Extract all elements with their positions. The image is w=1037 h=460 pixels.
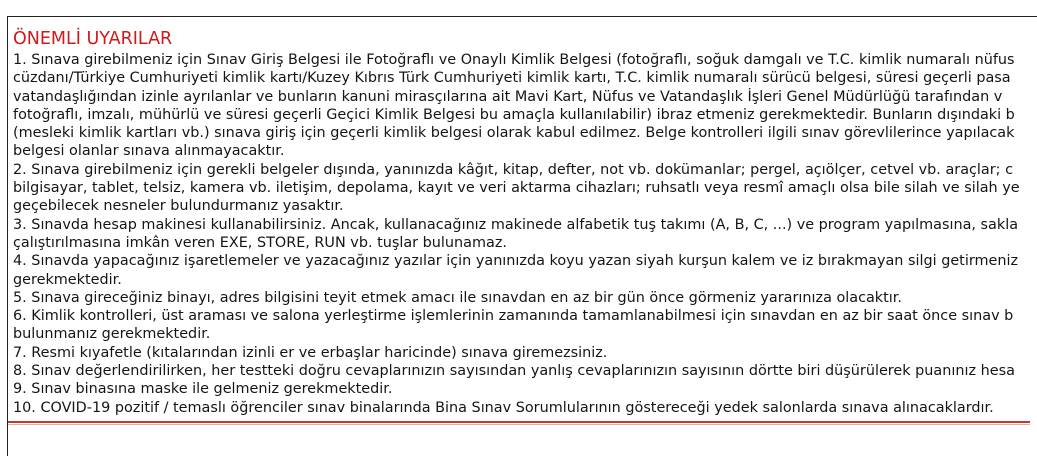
notice-line: 1. Sınava girebilmeniz için Sınav Giriş Belgesi ile Fotoğraflı ve Onaylı Kimlik Belgesi (fotoğraflı, soğuk damgalı ve T.C. kimlik numaralı nüfus	[13, 52, 1015, 68]
notice-line: 7. Resmi kıyafetle (kıtalarından izinli er ve erbaşlar haricinde) sınava giremezsiniz.	[13, 344, 608, 361]
notice-line: 6. Kimlik kontrolleri, üst araması ve salona yerleştirme işlemlerinin zamanında tamamlanabilmesi için sınavdan en az bir saat önce sınav b	[13, 308, 1014, 325]
notice-line: 5. Sınava gireceğiniz binayı, adres bilgisini teyit etmek amacı ile sınavdan en az bir gün önce görmeniz yararınıza olacaktır.	[13, 289, 902, 306]
notice-line: 3. Sınavda hesap makinesi kullanabilirsiniz. Ancak, kullanacağınız makinede alfabetik tuş takımı (A, B, C, ...) ve program yapılmasına, sakla	[13, 216, 1019, 233]
notice-line: 10. COVID-19 pozitif / temaslı öğrenciler sınav binalarında Bina Sınav Sorumlularının göstereceği yedek salonlarda sınava alınacaklardır.	[13, 399, 994, 416]
notice-line: 9. Sınav binasına maske ile gelmeniz gerekmektedir.	[13, 381, 393, 398]
notice-title: ÖNEMLİ UYARILAR	[13, 29, 173, 49]
notice-line: gerekmektedir.	[13, 271, 122, 288]
notice-line: cüzdanı/Türkiye Cumhuriyeti kimlik kartı/Kuzey Kıbrıs Türk Cumhuriyeti kimlik kartı, T.C. kimlik numaralı sürücü belgesi, süresi geçerli pasa	[13, 70, 1011, 87]
notice-line: belgesi olanlar sınava alınmayacaktır.	[13, 143, 285, 160]
notice-line: geçebilecek nesneler bulundurmanız yasaktır.	[13, 198, 344, 215]
notice-line: 4. Sınavda yapacağınız işaretlemeler ve yazacağınız yazılar için yanınızda koyu yazan siyah kurşun kalem ve iz bırakmayan silgi getirmeniz	[13, 253, 1019, 270]
notice-line: bilgisayar, tablet, telsiz, kamera vb. iletişim, depolama, kayıt ve veri aktarma cihazları; ruhsatlı veya resmî amaçlı olsa bile silah ve silah ye	[13, 180, 1020, 197]
notice-line: (mesleki kimlik kartları vb.) sınava giriş için geçerli kimlik belgesi olarak kabul edilmez. Belge kontrolleri ilgili sınav görevlilerince yapılacak	[13, 125, 1015, 142]
underline-rule-shadow	[8, 424, 1030, 425]
notice-box	[7, 16, 1037, 456]
notice-line: 8. Sınav değerlendirilirken, her testteki doğru cevaplarınızın sayısından yanlış cevaplarınızın sayısının dörtte biri düşürülerek puanınız hesa	[13, 363, 1015, 380]
notice-line: vatandaşlığından izinle ayrılanlar ve bunların kanuni mirasçılarına ait Mavi Kart, Nüfus ve Vatandaşlık İşleri Genel Müdürlüğü tarafından v	[13, 88, 1003, 105]
notice-line: fotoğraflı, imzalı, mühürlü ve süresi geçerli Geçici Kimlik Belgesi bu amaçla kullanılabilir) ibraz etmeniz gerekmektedir. Bunların dışındaki b	[13, 106, 1015, 123]
notice-line: bulunmanız gerekmektedir.	[13, 326, 211, 343]
notice-body	[13, 51, 1037, 417]
notice-line: 2. Sınava girebilmeniz için gerekli belgeler dışında, yanınızda kâğıt, kitap, defter, not vb. dokümanlar; pergel, açıölçer, cetvel vb. araçlar; c	[13, 161, 1013, 178]
underline-rule	[8, 421, 1030, 423]
notice-line: çalıştırılmasına imkân veren EXE, STORE, RUN vb. tuşlar bulunamaz.	[13, 234, 507, 251]
